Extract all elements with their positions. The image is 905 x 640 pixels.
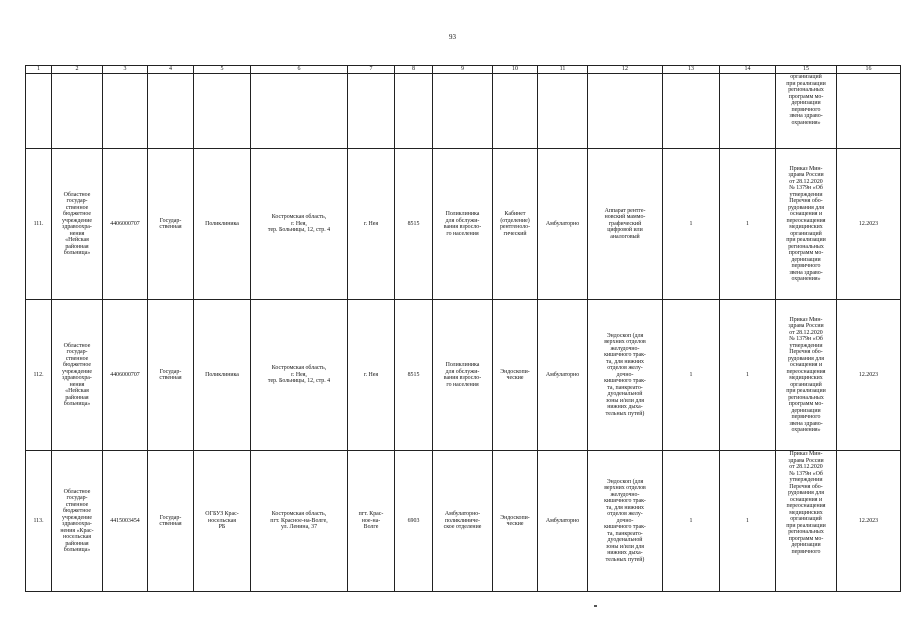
column-header: 9 xyxy=(433,66,493,74)
address-cell: Костромская область, пгт. Красное-на-Волге, ул. Ленина, 37 xyxy=(251,451,348,592)
order-cell: Приказ Мин- здрава России от 28.12.2020 № 1379н «Об утверждении Перечня обо- рудования для оснащения и переоснащения медицинских организаций при реализации региональных программ мо- дернизации первичного xyxy=(776,451,837,592)
table-cell xyxy=(588,74,663,149)
table-cell xyxy=(395,74,433,149)
unit-cell: Амбулаторно- поликлиниче- ское отделение xyxy=(433,451,493,592)
ownership-form-cell: Государ- ственная xyxy=(148,300,194,451)
table-cell xyxy=(538,74,588,149)
table-cell xyxy=(837,74,901,149)
row-number: 113. xyxy=(26,451,52,592)
quantity-cell: 1 xyxy=(720,149,776,300)
equipment-cell: Эндоскоп (для верхних отделов желудочно- кишечного трак- та, для нижних отделов желу- дочно- кишечного трак- та, панкреато- дуоденальной зоны и/или для нижних дыха- тельных путей) xyxy=(588,451,663,592)
table-cell xyxy=(663,74,720,149)
table-cell xyxy=(251,74,348,149)
column-header: 7 xyxy=(348,66,395,74)
order-cell: Приказ Мин- здрава России от 28.12.2020 № 1379н «Об утверждении Перечня обо- рудования для оснащения и переоснащения медицинских организаций при реализации региональных программ мо- дернизации первичного звена здраво- охранения» xyxy=(776,300,837,451)
equipment-table xyxy=(25,65,901,592)
column-header: 8 xyxy=(395,66,433,74)
date-cell: 12.2023 xyxy=(837,149,901,300)
column-header: 11 xyxy=(538,66,588,74)
column-header: 10 xyxy=(493,66,538,74)
column-header: 15 xyxy=(776,66,837,74)
settlement-cell: пгт. Крас- ное-на- Волге xyxy=(348,451,395,592)
inn-cell: 4406000707 xyxy=(103,149,148,300)
column-header: 1 xyxy=(26,66,52,74)
order-cell: Приказ Мин- здрава России от 28.12.2020 № 1379н «Об утверждении Перечня обо- рудования для оснащения и переоснащения медицинских организаций при реализации региональных программ мо- дернизации первичного звена здраво- охранения» xyxy=(776,149,837,300)
column-header: 14 xyxy=(720,66,776,74)
ownership-form-cell: Государ- ственная xyxy=(148,149,194,300)
room-cell: Эндоскопи- ческие xyxy=(493,451,538,592)
subdivision-cell: ОГБУЗ Крас- носельская РБ xyxy=(194,451,251,592)
column-header: 13 xyxy=(663,66,720,74)
table-cell xyxy=(52,74,103,149)
table-cell xyxy=(348,74,395,149)
order-cell: организаций при реализации региональных программ мо- дернизации первичного звена здраво- охранения» xyxy=(776,74,837,149)
quantity-cell: 1 xyxy=(663,149,720,300)
date-cell: 12.2023 xyxy=(837,300,901,451)
code-cell: 6903 xyxy=(395,451,433,592)
table-cell xyxy=(720,74,776,149)
unit-cell: Поликлиника для обслужи- вания взросло- го населения xyxy=(433,149,493,300)
table-row xyxy=(26,451,901,592)
row-number: 112. xyxy=(26,300,52,451)
table-cell xyxy=(103,74,148,149)
code-cell: 8515 xyxy=(395,300,433,451)
column-header: 4 xyxy=(148,66,194,74)
organization-cell: Областное государ- ственное бюджетное учреждение здравоохра- нения «Крас- носельская районная больница» xyxy=(52,451,103,592)
inn-cell: 4406000707 xyxy=(103,300,148,451)
date-cell: 12.2023 xyxy=(837,451,901,592)
care-type-cell: Амбулаторно xyxy=(538,300,588,451)
inn-cell: 4415003454 xyxy=(103,451,148,592)
scan-speck xyxy=(594,605,597,607)
code-cell: 8515 xyxy=(395,149,433,300)
table-cell xyxy=(194,74,251,149)
address-cell: Костромская область, г. Нея, тер. Больницы, 12, стр. 4 xyxy=(251,300,348,451)
header-row xyxy=(26,66,901,74)
organization-cell: Областное государ- ственное бюджетное учреждение здравоохра- нения «Нейская районная больница» xyxy=(52,149,103,300)
equipment-cell: Эндоскоп (для верхних отделов желудочно- кишечного трак- та, для нижних отделов желу- дочно- кишечного трак- та, панкреато- дуоденальной зоны и/или для нижних дыха- тельных путей) xyxy=(588,300,663,451)
page-number: 93 xyxy=(449,33,456,41)
organization-cell: Областное государ- ственное бюджетное учреждение здравоохра- нения «Нейская районная больница» xyxy=(52,300,103,451)
quantity-cell: 1 xyxy=(663,451,720,592)
column-header: 3 xyxy=(103,66,148,74)
table-cell xyxy=(148,74,194,149)
column-header: 5 xyxy=(194,66,251,74)
room-cell: Кабинет (отделение) рентгеноло- гический xyxy=(493,149,538,300)
unit-cell: Поликлиника для обслужи- вания взросло- го населения xyxy=(433,300,493,451)
table-row xyxy=(26,149,901,300)
settlement-cell: г. Нея xyxy=(348,149,395,300)
subdivision-cell: Поликлиника xyxy=(194,149,251,300)
quantity-cell: 1 xyxy=(720,300,776,451)
continuation-row xyxy=(26,74,901,149)
settlement-cell: г. Нея xyxy=(348,300,395,451)
equipment-cell: Аппарат рентге- новский маммо- графический цифровой или аналоговый xyxy=(588,149,663,300)
room-cell: Эндоскопи- ческие xyxy=(493,300,538,451)
care-type-cell: Амбулаторно xyxy=(538,451,588,592)
table-cell xyxy=(26,74,52,149)
table-cell xyxy=(433,74,493,149)
subdivision-cell: Поликлиника xyxy=(194,300,251,451)
table-row xyxy=(26,300,901,451)
column-header: 6 xyxy=(251,66,348,74)
column-header: 2 xyxy=(52,66,103,74)
column-header: 16 xyxy=(837,66,901,74)
quantity-cell: 1 xyxy=(720,451,776,592)
table-cell xyxy=(493,74,538,149)
address-cell: Костромская область, г. Нея, тер. Больницы, 12, стр. 4 xyxy=(251,149,348,300)
care-type-cell: Амбулаторно xyxy=(538,149,588,300)
row-number: 111. xyxy=(26,149,52,300)
quantity-cell: 1 xyxy=(663,300,720,451)
column-header: 12 xyxy=(588,66,663,74)
ownership-form-cell: Государ- ственная xyxy=(148,451,194,592)
